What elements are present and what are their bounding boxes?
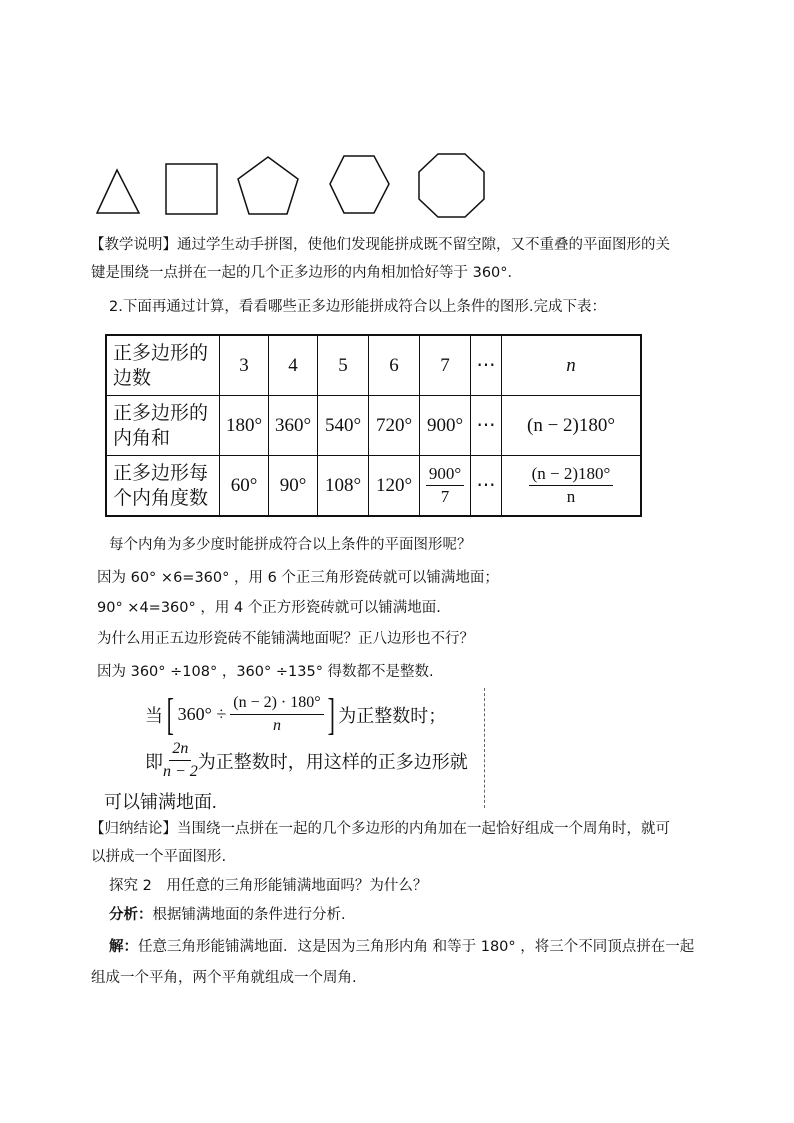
teaching-note-line-2: 键是围绕一点拼在一起的几个正多边形的内角相加恰好等于 360°． (91, 265, 523, 281)
table-cell: 90° (269, 456, 318, 517)
table-cell: 108° (318, 456, 369, 517)
polygon-shapes (90, 148, 500, 220)
left-bracket: [ (166, 689, 174, 739)
table-cell: 120° (369, 456, 420, 517)
hexagon-shape (330, 156, 389, 213)
row-header-angles: 正多边形每 个内角度数 (106, 456, 220, 517)
table-cell: (n − 2)180° (502, 396, 642, 456)
table-cell: 360° (269, 396, 318, 456)
table-cell: 900° (420, 396, 471, 456)
row-header-sums: 正多边形的 内角和 (106, 396, 220, 456)
table-cell: ⋯ (471, 396, 502, 456)
table-cell: 7 (420, 335, 471, 396)
octagon-shape (419, 154, 484, 217)
table-cell: n (502, 335, 642, 396)
solution-line-2: 组成一个平角，两个平角就组成一个周角. (91, 970, 357, 986)
table-cell: 4 (269, 335, 318, 396)
table-cell: 6 (369, 335, 420, 396)
explore-2: 探究 2 用任意的三角形能铺满地面吗？为什么？ (109, 878, 428, 894)
paragraph-4: 为什么用正五边形瓷砖不能铺满地面呢？正八边形也不行？ (97, 631, 474, 647)
paragraph-1: 每个内角为多少度时能拼成符合以上条件的平面图形呢？ (109, 537, 472, 553)
formula-line-1: 当 [ 360° ÷ $\frac{(n - 2) \cdot 180^\circ}{n}$ ] 为正整数时； (145, 689, 447, 739)
table-row-sides (106, 335, 641, 396)
solution-line-1: 解：任意三角形能铺满地面．这是因为三角形内角 和等于 180° ，将三个不同顶点拼在一起 (109, 939, 695, 955)
table-row-angles (106, 456, 641, 517)
table-cell: 540° (318, 396, 369, 456)
paragraph-3: 90° ×4=360° ，用 4 个正方形瓷砖就可以铺满地面. (97, 600, 441, 616)
triangle-shape (97, 170, 139, 213)
table-cell: 3 (220, 335, 269, 396)
table-cell: 180° (220, 396, 269, 456)
formula-line-2: 即 $\frac{2n}{n - 2}$ 为正整数时，用这样的正多边形就 (145, 738, 468, 783)
conclusion-line-2: 以拼成一个平面图形. (91, 849, 227, 865)
table-cell-fraction: $\frac{(n - 2)180^\circ}{n}$ (502, 456, 642, 517)
paragraph-2: 因为 60° ×6=360° ，用 6 个正三角形瓷砖就可以铺满地面； (97, 570, 499, 586)
table-cell: ⋯ (471, 456, 502, 517)
paragraph-5: 因为 360° ÷108° ，360° ÷135° 得数都不是整数. (97, 664, 434, 680)
table-row-sums (106, 396, 641, 456)
solution-label: 解： (109, 939, 138, 955)
teaching-note-label: 【教学说明】 (90, 237, 177, 253)
square-shape (166, 164, 217, 214)
table-cell: 60° (220, 456, 269, 517)
fraction-n: $\frac{(n - 2) \cdot 180^\circ}{n}$ (230, 692, 323, 737)
table-cell: 5 (318, 335, 369, 396)
analysis: 分析：根据铺满地面的条件进行分析. (109, 907, 346, 923)
conclusion-line-1: 【归纳结论】当围绕一点拼在一起的几个多边形的内角加在一起恰好组成一个周角时，就可 (90, 821, 670, 837)
fraction-2n: $\frac{2n}{n - 2}$ (163, 740, 198, 780)
table-cell: ⋯ (471, 335, 502, 396)
analysis-label: 分析： (109, 907, 153, 923)
right-bracket: ] (327, 689, 335, 739)
row-header-sides: 正多边形的 边数 (106, 335, 220, 396)
polygon-angle-table (105, 334, 642, 517)
table-cell-fraction: $\frac{900^\circ}{7}$ (420, 456, 471, 517)
pentagon-shape (238, 157, 298, 214)
dashed-divider (484, 688, 485, 808)
question-2: 2.下面再通过计算，看看哪些正多边形能拼成符合以上条件的图形.完成下表： (109, 299, 606, 315)
formula-line-3: 可以铺满地面. (104, 792, 217, 812)
conclusion-label: 【归纳结论】 (90, 821, 177, 837)
table-cell: 720° (369, 396, 420, 456)
teaching-note-line-1: 【教学说明】通过学生动手拼图，使他们发现能拼成既不留空隙，又不重叠的平面图形的关 (90, 237, 670, 253)
